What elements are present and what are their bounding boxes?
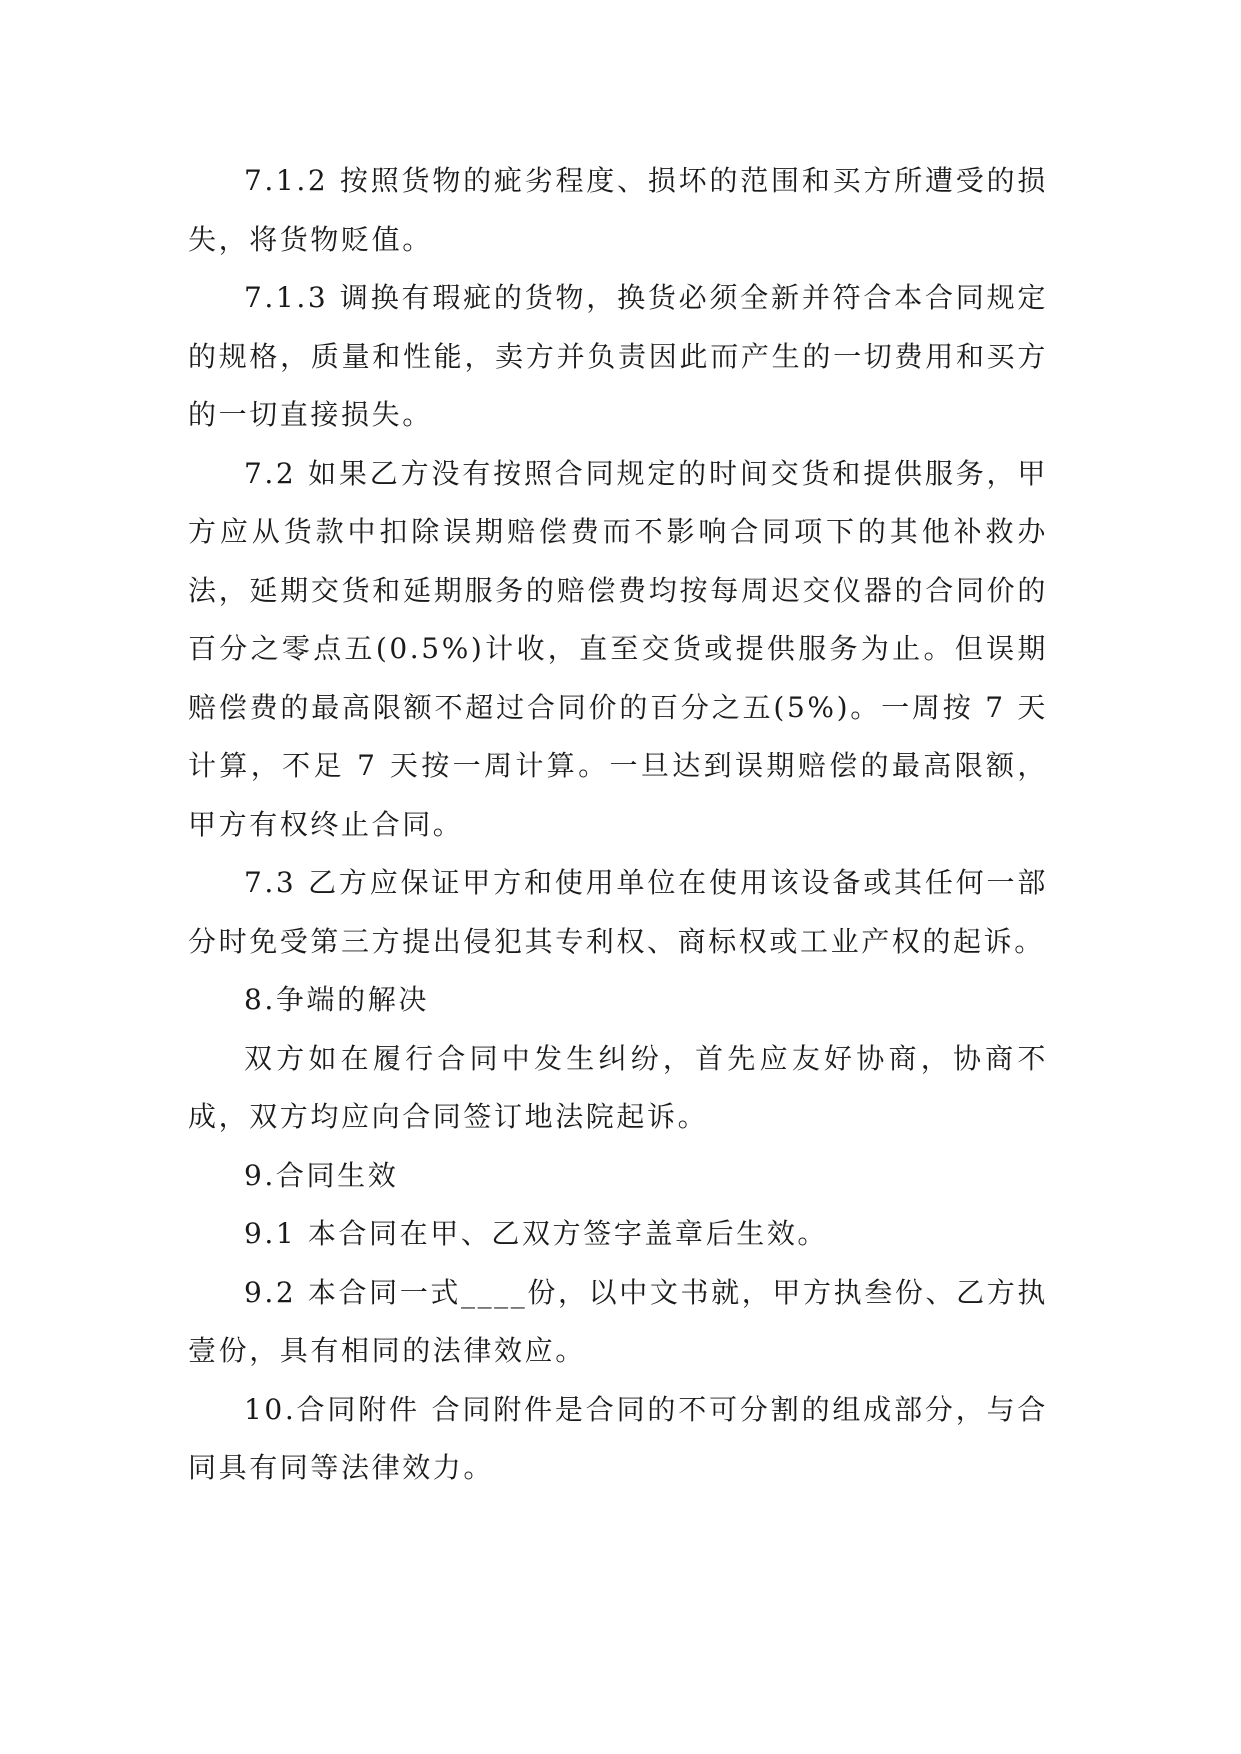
clause-9-1: 9.1 本合同在甲、乙双方签字盖章后生效。 <box>244 1217 829 1250</box>
clause-7-3: 7.3 乙方应保证甲方和使用单位在使用该设备或其任何一部分时免受第三方提出侵犯其专利权、商标权或工业产权的起诉。 <box>188 866 1048 958</box>
clause-9-2: 9.2 本合同一式____份，以中文书就，甲方执叁份、乙方执壹份，具有相同的法律效应。 <box>188 1275 1048 1367</box>
clause-7-1-2: 7.1.2 按照货物的疵劣程度、损坏的范围和买方所遭受的损失，将货物贬值。 <box>188 164 1048 256</box>
clause-7-1-3: 7.1.3 调换有瑕疵的货物，换货必须全新并符合本合同规定的规格，质量和性能，卖方并负责因此而产生的一切费用和买方的一切直接损失。 <box>188 281 1048 431</box>
clause-7-2: 7.2 如果乙方没有按照合同规定的时间交货和提供服务，甲方应从货款中扣除误期赔偿费而不影响合同项下的其他补救办法，延期交货和延期服务的赔偿费均按每周迟交仪器的合同价的百分之零点五(0.5%)计收，直至交货或提供服务为止。但误期赔偿费的最高限额不超过合同价的百分之五(5%)。一周按 7 天计算，不足 7 天按一周计算。一旦达到误期赔偿的最高限额，甲方有权终止合同。 <box>188 456 1048 841</box>
section-8-heading: 8.争端的解决 <box>244 983 429 1016</box>
section-9-heading: 9.合同生效 <box>244 1158 399 1192</box>
section-10-attachments: 10.合同附件 合同附件是合同的不可分割的组成部分，与合同具有同等法律效力。 <box>188 1392 1048 1484</box>
document-body <box>188 152 1048 1498</box>
section-8-text: 双方如在履行合同中发生纠纷，首先应友好协商，协商不成，双方均应向合同签订地法院起诉。 <box>188 1041 1048 1133</box>
